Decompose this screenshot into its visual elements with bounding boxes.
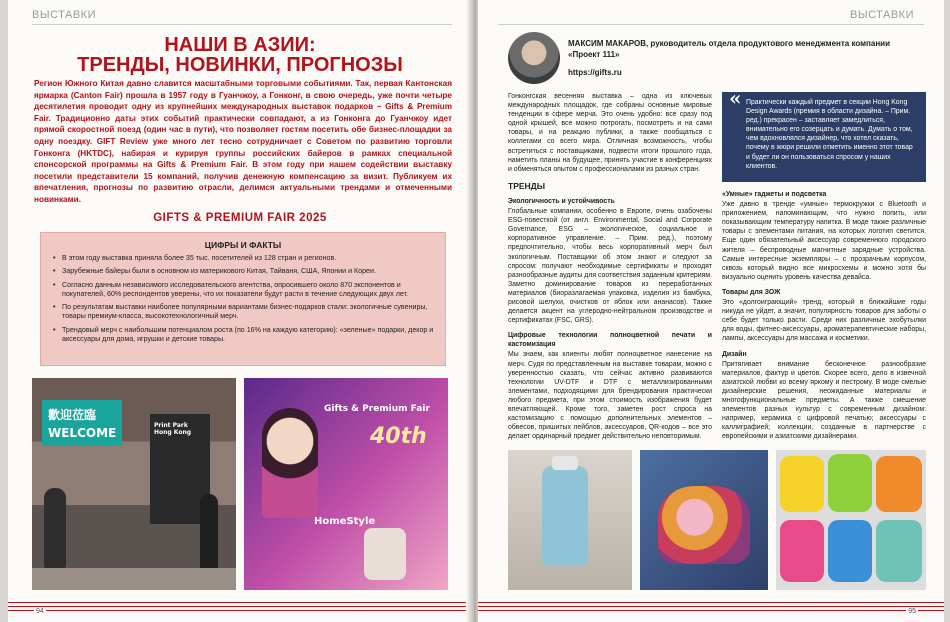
footer-stripe <box>478 606 944 607</box>
footer-stripe <box>478 602 944 603</box>
facts-title: ЦИФРЫ И ФАКТЫ <box>204 240 282 250</box>
intro-paragraph: Гонконгская весенняя выставка – одна из ключевых международных площадок, где собраны основные мировые тенденции в сфере мерча. Это очень удобно: все сразу под одной крышей, все можно потрогать, посмотреть и на сами товары, и на реакцию публики, а также пообщаться с коллегами со всего мира. Отличная возможность, чтобы встретиться с поставщиками, подвести итоги прошлого года, наметить планы на будущее, принять участие в конференциях и обменяться опытом с профессионалами из разных стран. <box>508 93 712 173</box>
print-park-banner: Print Park Hong Kong <box>154 422 192 436</box>
backpacks-photo <box>776 450 926 590</box>
fact-item: • Трендовый мерч с наибольшим потенциалом роста (по 16% на каждую категорию): «зеленые» подарки, декор и аксессуары для дома, игрушки и детские товары. <box>53 326 435 345</box>
backpack-product <box>876 520 922 582</box>
pull-quote-text: Практически каждый предмет в секции Hong Kong Design Awards (премия в области дизайна. – Прим. ред.) прекрасен – заставляет замедлиться, внимательно его созерцать и думать. Думать о том, чем вдохновлялся дизайнер, что хотел сказать, почему в жюри решили отметить именно этот товар и будет ли он пользоваться спросом у наших клиентов. <box>746 99 913 170</box>
model-figure <box>262 408 318 518</box>
column-left <box>508 92 712 441</box>
author-avatar <box>508 32 560 84</box>
fair-entrance-photo <box>32 378 236 590</box>
page-number: 94 <box>36 608 44 615</box>
design-heading: Дизайн <box>722 350 747 358</box>
footer-stripe <box>8 610 472 611</box>
bottle-photo <box>508 450 632 590</box>
health-paragraph: Это «долгоиграющий» тренд, который в ближайшие годы никуда не уйдет, а значит, популярность товаров для заботы о себе будет только расти. Среди них различные эхобутылки для воды, фитнес-аксессуары, ароматерапевтические наборы, лампы, аксессуары для массажа и косметики. <box>722 299 926 343</box>
digital-heading: Цифровые технологии полноцветной печати и кастомизация <box>508 332 712 349</box>
right-page <box>478 0 944 622</box>
health-heading: Товары для ЗОЖ <box>722 288 781 296</box>
welcome-sign-cn: 歡迎莅臨 <box>48 408 97 422</box>
backpack-product <box>780 520 824 582</box>
fair-subtitle: GIFTS & PREMIUM FAIR 2025 <box>153 212 327 224</box>
section-label: ВЫСТАВКИ <box>32 9 96 21</box>
column-right <box>722 190 926 441</box>
facts-list <box>41 250 445 344</box>
author-site-link[interactable]: https://gifts.ru <box>568 68 622 77</box>
anniversary-badge: 40th <box>370 424 427 449</box>
diffuser-product <box>364 528 406 580</box>
article-title-line1: НАШИ В АЗИИ: <box>164 34 316 56</box>
person-figure <box>44 488 66 568</box>
left-page <box>8 0 472 622</box>
quote-mark-icon: « <box>729 86 742 110</box>
footer-stripe <box>478 610 944 611</box>
header-rule <box>498 24 924 25</box>
digital-paragraph: Мы знаем, как клиенты любят полноцветное нанесение на мерч. Судя по представленным на выставке товарам, можно с уверенностью сказать, что сейчас активно развиваются технологии UV-DTF и DTF с металлизированными элементами, подходящими для брендирования практически любого предмета, при этом стоимость изображения будет впечатляющей. Кроме того, заметен рост спроса на кастомизацию с помощью дополнительных элементов – обвесов, пришитых лейблов, аксессуаров, QR-кодов – все это делает ординарный предмет действительно неповторимым. <box>508 351 712 441</box>
person-figure <box>200 494 218 570</box>
welcome-sign <box>42 400 122 446</box>
footer-band <box>478 602 944 612</box>
section-label: ВЫСТАВКИ <box>850 9 914 21</box>
article-title-line2: ТРЕНДЫ, НОВИНКИ, ПРОГНОЗЫ <box>77 54 403 76</box>
article-lead: Регион Южного Китая давно славится масштабными торговыми событиями. Так, первая Кантонская ярмарка (Canton Fair) прошла в 1957 году в Гуанчжоу, а Гонконг, в свою очередь, уже почти четыре десятилетия проводит одну из крупнейших международных выставок подарков – Gifts & Premium Fair. Традиционно даты этих событий практически совпадают, а из Гонконга до Гуанчжоу идет прямой скоростной поезд (один час в пути), что позволяет гостям посетить обе бизнес-площадки за одну поездку. GIFT Review уже много лет тесно сотрудничает с Советом по развитию торговли Гонконга (HKTDC), набирая и курируя группы российских байеров в рамках специальной спонсорской программы на Gifts & Premium Fair. В этом году при нашем содействии выставку посетили представители 15 компаний, получив денежную компенсацию за визит. Публикуем их впечатления, прогнозы по развитию отрасли, делимся актуальными трендами и отмеченными новинками. <box>34 79 452 204</box>
footer-stripe <box>8 602 472 603</box>
header-rule <box>32 24 452 25</box>
smart-paragraph: Уже давно в тренде «умные» термокружки с Bluetooth и приложением, напоминающим, что нужно попить, или показывающим температуру напитка. В моде также различные товары с элементами питания, на которых логотип светится. Еще один обязательный аксессуар современного городского жителя – беспроводные магнитные зарядные устройства. Самые интересные экземпляры – с прозрачным корпусом, сквозь который видно все микросхемы и можно хотя бы визуально оценить уровень качества девайса. <box>722 201 926 281</box>
fabric-bag-photo <box>640 450 768 590</box>
fact-item: • Согласно данным независимого исследовательского агентства, опросившего около 870 экспонентов и покупателей, 60% респондентов уверены, что их показатели будут расти в течение следующих двух лет. <box>53 281 435 300</box>
fair-banner: Gifts & Premium Fair <box>324 404 430 414</box>
pull-quote <box>722 86 926 182</box>
eco-paragraph: Глобальные компании, особенно в Европе, очень озабочены ESG-повесткой (от англ. Environmental, Social and Corporate Governance, ESG – экологическое, социальное и корпоративное управление. – Прим. ред.), поэтому предпочтительно, чтобы весь корпоративный мерч был экологичным. Поставщики об этом знают и следуют за спросом: получают необходимые сертификаты и проходят разнообразные аудиты для соответствия заданным критериям. Заметно доминирование товаров из переработанных материалов (биоразлагаемая упаковка, изделия из бамбука, рисовой шелухи, очистков от яблок или ананасов). Также делается акцент на углеродно-нейтральном производстве и сертификатах (FSC, GRS). <box>508 208 712 325</box>
design-paragraph: Притягивает внимание бесконечное разнообразие материалов, фактур и цветов. Скорее всего, дело в извечной азиатской любви ко всему яркому и пестрому. В моде смелые дизайнерские решения, неожиданные материалы и многофункциональные предметы. А также смешение элементов разных культур с современным дизайном: например, керамика с цифровой печатью; аксессуары с каллиграфией; коллекции, созданные в партнерстве с европейскими и азиатскими дизайнерами. <box>722 360 926 441</box>
backpack-product <box>780 456 824 512</box>
fact-item: • Зарубежные байеры были в основном из материкового Китая, Тайваня, США, Японии и Кореи. <box>53 267 435 276</box>
water-bottle-product <box>542 466 588 566</box>
fact-item: • В этом году выставка приняла более 35 тыс. посетителей из 128 стран и регионов. <box>53 254 435 263</box>
fact-item: • По результатам выставки наиболее популярными вариантами бизнес-подарков стали: экологичные сувениры, товары премиум-класса, высокотехнологичный мерч. <box>53 303 435 322</box>
trends-heading: ТРЕНДЫ <box>508 180 546 191</box>
bottle-cap <box>552 456 578 470</box>
backpack-product <box>828 454 872 512</box>
backpack-product <box>876 456 922 512</box>
author-name: МАКСИМ МАКАРОВ, руководитель отдела продуктового менеджмента компании «Проект 111» <box>568 39 890 59</box>
floor <box>32 568 236 590</box>
facts-box <box>40 232 446 366</box>
page-number: 95 <box>908 608 916 615</box>
homestyle-logo: HomeStyle <box>314 516 376 527</box>
footer-stripe <box>8 606 472 607</box>
eco-heading: Экологичность и устойчивость <box>508 197 615 205</box>
footer-band <box>8 602 472 612</box>
furoshiki-bag-product <box>658 486 750 564</box>
fair-poster-photo <box>244 378 448 590</box>
smart-heading: «Умные» гаджеты и подсветка <box>722 191 827 198</box>
welcome-sign-en: WELCOME <box>48 426 117 440</box>
backpack-product <box>828 520 872 582</box>
